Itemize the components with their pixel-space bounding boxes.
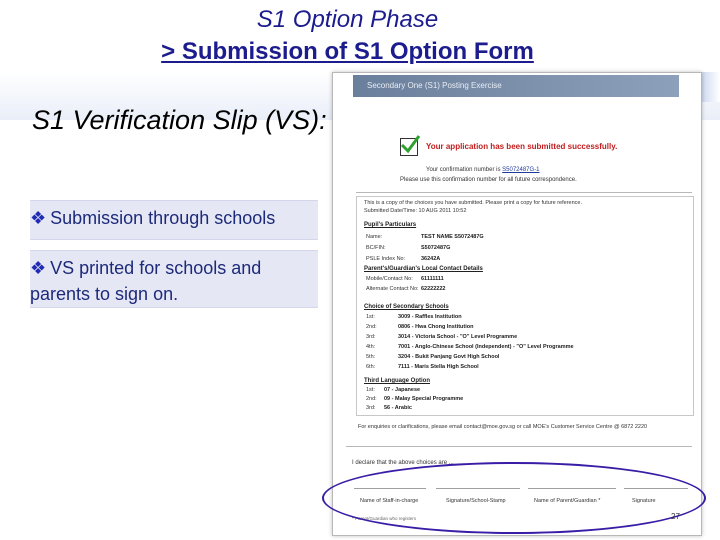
submitted-label: Submitted Date/Time: xyxy=(364,208,417,214)
language-value: 07 - Japanese xyxy=(384,387,421,393)
language-row xyxy=(366,405,412,411)
language-value: 09 - Malay Special Programme xyxy=(384,396,464,402)
bullet-box-2 xyxy=(30,250,318,308)
rank-label: 2nd: xyxy=(366,396,377,402)
footnote: * Parent/Guardian who registers xyxy=(352,516,417,521)
school-value: 7001 - Anglo-Chinese School (Independent) - "O" Level Programme xyxy=(398,344,574,350)
bullet-item xyxy=(30,255,316,307)
language-section-title: Third Language Option xyxy=(364,378,430,384)
row-label: PSLE Index No: xyxy=(366,256,406,262)
decorative-bar xyxy=(700,72,720,102)
language-row xyxy=(366,387,421,393)
row-label: Alternate Contact No: xyxy=(366,286,419,292)
school-row xyxy=(366,314,462,320)
highlight-ellipse xyxy=(322,462,706,534)
row-label: Name: xyxy=(366,234,383,240)
signature-label: Name of Staff-in-charge xyxy=(360,498,419,504)
contact-section-title: Parent's/Guardian's Local Contact Details xyxy=(364,266,483,272)
contact-row xyxy=(366,286,446,292)
copy-note: This is a copy of the choices you have submitted. Please print a copy for future reference. xyxy=(364,200,582,206)
diamond-bullet-icon: ❖ xyxy=(30,258,47,278)
divider xyxy=(346,446,692,447)
rank-label: 6th: xyxy=(366,364,376,370)
bullet-box-1 xyxy=(30,200,318,240)
school-value: 0806 - Hwa Chong Institution xyxy=(398,324,474,330)
pupil-row xyxy=(366,256,441,262)
school-row xyxy=(366,324,474,330)
row-label: Mobile/Contact No: xyxy=(366,276,413,282)
rank-label: 5th: xyxy=(366,354,376,360)
schools-section-title: Choice of Secondary Schools xyxy=(364,304,449,310)
row-value: 36242A xyxy=(421,256,441,262)
rank-label: 1st: xyxy=(366,387,375,393)
school-row xyxy=(366,344,574,350)
enquiry-text: For enquiries or clarifications, please email contact@moe.gov.sg or call MOE's Customer Service Centre @ 6872 2220 xyxy=(358,424,648,430)
checkbox-checked-icon xyxy=(400,138,418,156)
signature-label: Signature/School-Stamp xyxy=(446,498,506,504)
row-label: BC/FIN: xyxy=(366,245,386,251)
row-value: S5072487G xyxy=(421,245,451,251)
school-row xyxy=(366,354,500,360)
school-row xyxy=(366,364,479,370)
rank-label: 4th: xyxy=(366,344,376,350)
divider xyxy=(356,192,692,193)
school-value: 3009 - Raffles Institution xyxy=(398,314,462,320)
bullet-item xyxy=(30,205,316,231)
rank-label: 3rd: xyxy=(366,405,376,411)
section-heading: S1 Verification Slip (VS): xyxy=(32,105,327,135)
doc-header-bar: Secondary One (S1) Posting Exercise xyxy=(353,75,679,97)
signature-label: Signature xyxy=(632,498,656,504)
contact-row xyxy=(366,276,444,282)
row-value: 61111111 xyxy=(421,276,444,282)
rank-label: 1st: xyxy=(366,314,375,320)
rank-label: 3rd: xyxy=(366,334,376,340)
confirmation-number: S5072487G-1 xyxy=(502,167,540,173)
row-value: 62222222 xyxy=(421,286,446,292)
language-value: 56 - Arabic xyxy=(384,405,412,411)
school-row xyxy=(366,334,518,340)
confirmation-line xyxy=(426,167,540,173)
pupil-section-title: Pupil's Particulars xyxy=(364,222,417,228)
pupil-row xyxy=(366,245,451,251)
declaration-text: I declare that the above choices are ... xyxy=(352,460,454,466)
signature-label: Name of Parent/Guardian * xyxy=(534,498,601,504)
pupil-row xyxy=(366,234,484,240)
row-value: TEST NAME S5072487G xyxy=(421,234,484,240)
diamond-bullet-icon: ❖ xyxy=(30,208,47,228)
school-value: 7111 - Maris Stella High School xyxy=(398,364,479,370)
slide-subtitle: > Submission of S1 Option Form xyxy=(161,38,534,65)
slide-title: S1 Option Phase xyxy=(256,6,439,33)
submitted-value: 10 AUG 2011 10:52 xyxy=(418,208,467,214)
confirmation-note: Please use this confirmation number for all future correspondence. xyxy=(400,177,577,183)
bullet-text: VS printed for schools and parents to sign on. xyxy=(30,258,262,304)
confirmation-label: Your confirmation number is xyxy=(426,167,501,173)
page-number: 27 xyxy=(671,512,680,521)
rank-label: 2nd: xyxy=(366,324,377,330)
success-message: Your application has been submitted successfully. xyxy=(426,142,618,151)
language-row xyxy=(366,396,464,402)
school-value: 3014 - Victoria School - "O" Level Programme xyxy=(398,334,518,340)
bullet-text: Submission through schools xyxy=(50,208,276,228)
school-value: 3204 - Bukit Panjang Govt High School xyxy=(398,354,500,360)
